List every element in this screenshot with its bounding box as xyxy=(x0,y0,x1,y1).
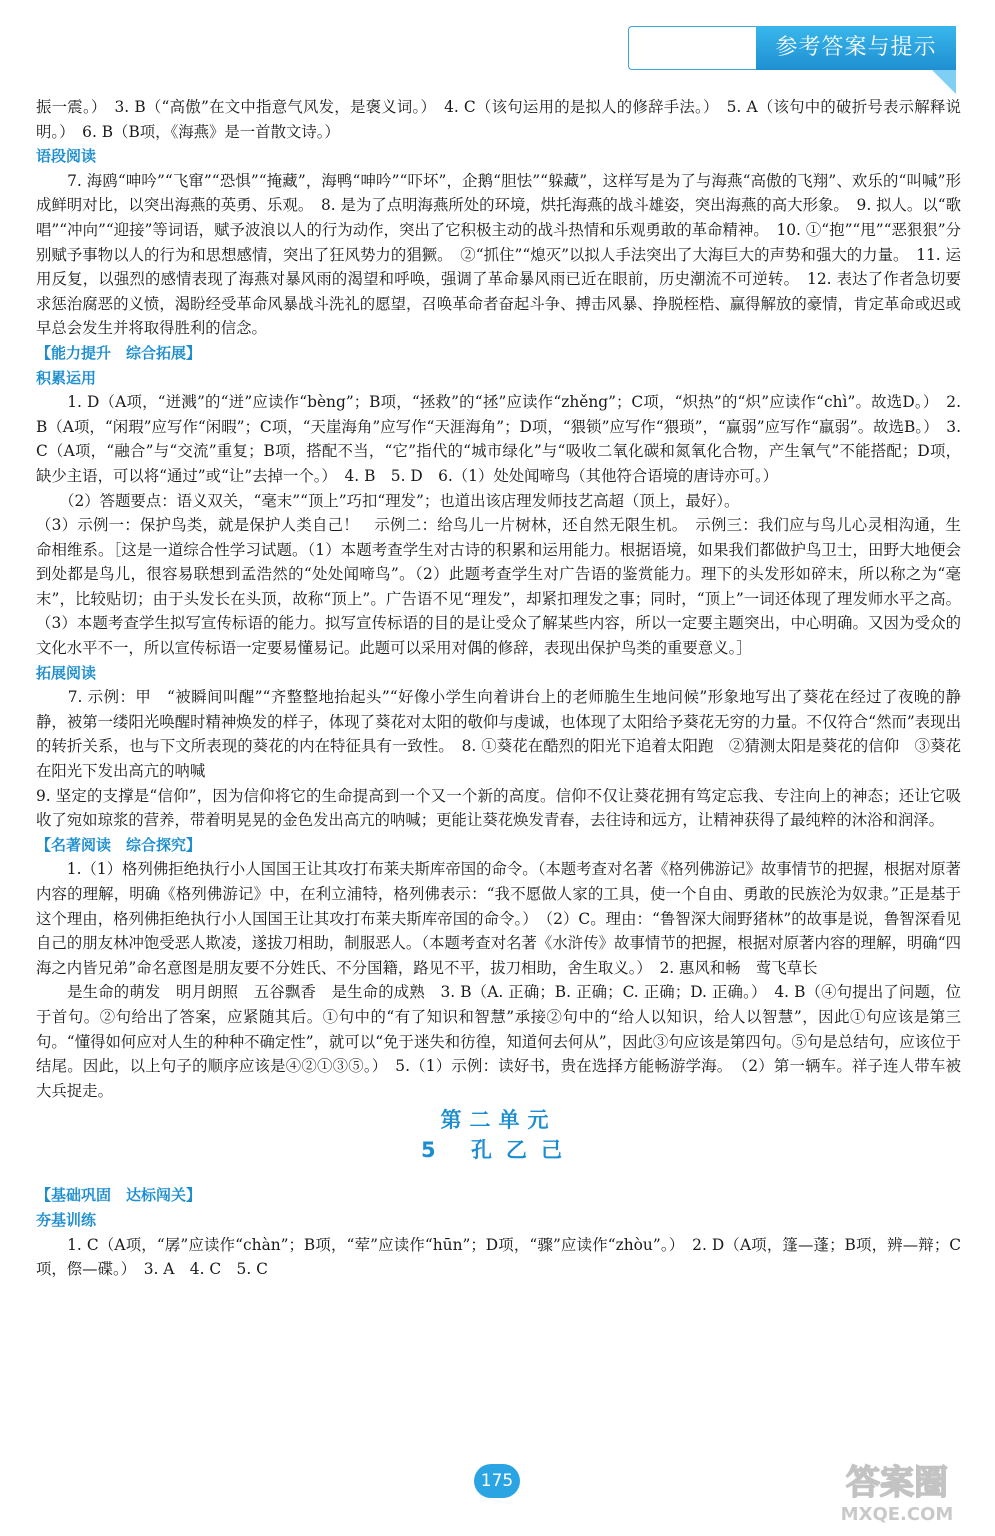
section-banner: 【能力提升 综合拓展】 xyxy=(36,343,202,362)
section-banner: 【名著阅读 综合探究】 xyxy=(36,835,202,854)
answer-paragraph: 9. 坚定的支撑是“信仰”，因为信仰将它的生命提高到一个又一个新的高度。信仰不仅让葵花拥有笃定忘我、专注向上的神态；还让它吸收了宛如琼浆的营养，带着明晃晃的金色发出高亢的呐喊；更能让葵花焕发青春，去往诗和远方，让精神获得了最纯粹的沐浴和润泽。 xyxy=(36,786,961,830)
answer-paragraph: 1. C（A项，“孱”应读作“chàn”；B项，“荤”应读作“hūn”；D项，“骤”应读作“zhòu”。） 2. D（A项，篷—蓬；B项，辨—辩；C项，傺—碟。） 3. A 4. C 5. C xyxy=(36,1235,961,1279)
answer-paragraph: 是生命的萌发 明月朗照 五谷飘香 是生命的成熟 3. B（A. 正确；B. 正确；C. 正确；D. 正确。） 4. B（④句提出了问题，位于首句。②句给出了答案，应紧随其后。①句中的“有了知识和智慧”承接②句中的“给人以知识，给人以智慧”，因此①句应该是第三句。“懂得如何应对人生的种种不确定性”，就可以“免于迷失和彷徨，知道何去何从”，因此③句应该是第四句。⑤句是总结句，应该位于结尾。因此，以上句子的顺序应该是④②①③⑤。） 5.（1）示例：读好书，贵在选择方能畅游学海。 （2）第一辆车。祥子连人带车被大兵捉走。 xyxy=(36,983,961,1100)
section-banner: 【基础巩固 达标闯关】 xyxy=(36,1186,202,1205)
answer-paragraph: 1.（1）格列佛拒绝执行小人国国王让其攻打布莱夫斯库帝国的命令。（本题考查对名著《格列佛游记》故事情节的把握，根据对原著内容的理解，明确《格列佛游记》中，在利立浦特，格列佛表示：“我不愿做人家的工具，使一个自由、勇敢的民族沦为奴隶。”正是基于这个理由，格列佛拒绝执行小人国国王让其攻打布莱夫斯库帝国的命令。） （2）C。理由：“鲁智深大闹野猪林”的故事是说，鲁智深看见自己的朋友林冲饱受恶人欺凌，遂拔刀相助，制服恶人。（本题考查对名著《水浒传》故事情节的把握，根据对原著内容的理解，明确“四海之内皆兄弟”命名意图是朋友要不分姓氏、不分国籍，路见不平，拔刀相助，舍生取义。） 2. 惠风和畅 莺飞草长 xyxy=(36,860,961,977)
answer-paragraph: （2）答题要点：语义双关，“毫末”“顶上”巧扣“理发”；也道出该店理发师技艺高超（顶上，最好）。 xyxy=(36,491,740,510)
answer-paragraph: 1. D（A项，“迸溅”的“迸”应读作“bèng”；B项，“拯救”的“拯”应读作“zhěng”；C项，“炽热”的“炽”应读作“chì”。故选D。） 2. B（A项，“闲瑕”应写作“闲暇”；C项，“天崖海角”应写作“天涯海角”；D项，“猥锁”应写作“猥琐”，“赢弱”应写作“羸弱”。故选B。） 3. C（A项，“融合”与“交流”重复；B项，搭配不当，“它”指代的“城市绿化”与“吸收二氧化碳和氮氧化合物，产生氧气”不能搭配；D项，缺少主语，可以将“通过”或“让”去掉一个。） 4. B 5. D 6.（1）处处闻啼鸟（其他符合语境的唐诗亦可。） xyxy=(36,393,961,485)
answer-paragraph: 7. 海鸥“呻吟”“飞窜”“恐惧”“掩藏”，海鸭“呻吟”“吓坏”，企鹅“胆怯”“躲藏”，这样写是为了与海燕“高傲的飞翔”、欢乐的“叫喊”形成鲜明对比，以突出海燕的英勇、乐观。 8. 是为了点明海燕所处的环境，烘托海燕的战斗雄姿，突出海燕的高大形象。 9. 拟人。以“歌唱”“冲向”“迎接”等词语，赋予波浪以人的行为动作，突出了它积极主动的战斗热情和乐观勇敢的革命精神。 10. ①“抱”“甩”“恶狠狠”分别赋予事物以人的行为和思想感情，突出了狂风势力的猖獗。 ②“抓住”“熄灭”以拟人手法突出了大海巨大的声势和强大的力量。 11. 运用反复，以强烈的感情表现了海燕对暴风雨的渴望和呼唤，强调了革命暴风雨已近在眼前，历史潮流不可逆转。 12. 表达了作者急切要求惩治腐恶的义愤，渴盼经受革命风暴战斗洗礼的愿望，召唤革命者奋起斗争、搏击风暴、挣脱桎梏、赢得解放的豪情，肯定革命或迟或早总会发生并将取得胜利的信念。 xyxy=(36,171,961,338)
answer-paragraph: 7. 示例：甲 “被瞬间叫醒”“齐整整地抬起头”“好像小学生向着讲台上的老师脆生生地问候”形象地写出了葵花在经过了夜晚的静静，被第一缕阳光唤醒时精神焕发的样子，体现了葵花对太阳的敬仰与虔诚，也体现了太阳给予葵花无穷的力量。不仅符合“然而”表现出的转折关系，也与下文所表现的葵花的内在特征具有一致性。 8. ①葵花在酷烈的阳光下追着太阳跑 ②猜测太阳是葵花的信仰 ③葵花在阳光下发出高亢的呐喊 xyxy=(36,688,961,781)
lesson-title: 5 孔乙己 xyxy=(421,1138,576,1163)
page-number: 175 xyxy=(474,1464,520,1498)
header-corner-decoration xyxy=(932,70,956,94)
section-heading: 夯基训练 xyxy=(36,1210,97,1229)
answer-content xyxy=(36,95,961,1282)
answer-paragraph: （3）示例一：保护鸟类，就是保护人类自己！ 示例二：给鸟儿一片树林，还自然无限生机。 示例三：我们应与鸟儿心灵相沟通，生命相维系。［这是一道综合性学习试题。（1）本题考查学生对古诗的积累和运用能力。根据语境，如果我们都做护鸟卫士，田野大地便会到处都是鸟儿，很容易联想到孟浩然的“处处闻啼鸟”。（2）此题考查学生对广告语的鉴赏能力。理下的头发形如碎末，所以称之为“毫末”，比较贴切；由于头发长在头顶，故称“顶上”。广告语不见“理发”，却紧扣理发之事；同时，“顶上”一词还体现了理发师水平之高。（3）本题考查学生拟写宣传标语的能力。拟写宣传标语的目的是让受众了解某些内容，所以一定要主题突出，中心明确。又因为受众的文化水平不一，所以宣传标语一定要易懂易记。此题可以采用对偶的修辞，表现出保护鸟类的重要意义。］ xyxy=(36,516,961,658)
answer-paragraph: 振一震。） 3. B（“高傲”在文中指意气风发，是褒义词。） 4. C（该句运用的是拟人的修辞手法。） 5. A（该句中的破折号表示解释说明。） 6. B（B项，《海燕》是一首散文诗。） xyxy=(36,98,961,141)
section-heading: 拓展阅读 xyxy=(36,663,97,682)
watermark-logo xyxy=(812,1452,982,1528)
watermark-brand: 答案圈 xyxy=(846,1463,948,1503)
unit-title: 第二单元 xyxy=(440,1108,557,1133)
section-spacer xyxy=(36,1165,961,1183)
section-heading: 语段阅读 xyxy=(36,147,97,166)
section-heading: 积累运用 xyxy=(36,368,97,387)
watermark-url: MXQE.COM xyxy=(840,1504,954,1525)
header-title: 参考答案与提示 xyxy=(756,26,956,70)
